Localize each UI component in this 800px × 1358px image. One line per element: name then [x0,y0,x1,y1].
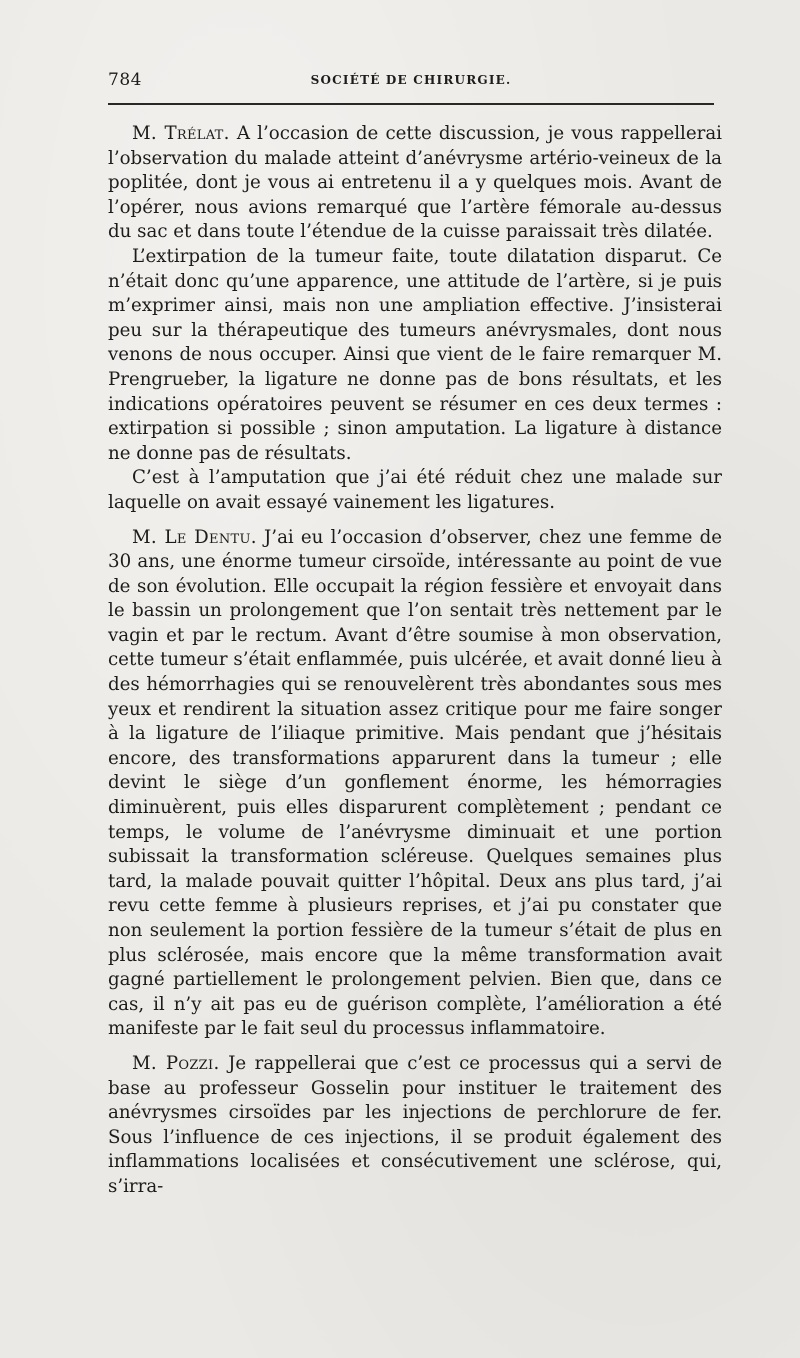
running-head [108,70,714,94]
body-text [108,122,722,1200]
paragraph-text: Je rappellerai que c’est ce processus qui a servi de base au professeur Gosselin pour instituer le traitement des anévrysmes cirsoïdes par les injections de perchlorure de fer. Sous l’influence de ces injections, il se produit également des inflammations localisées et consécutivement une sclérose, qui, s’irra- [108,1052,723,1197]
journal-title: SOCIÉTÉ DE CHIRURGIE. [310,73,512,87]
paragraph-le-dentu [108,526,722,1042]
page-number: 784 [108,70,142,90]
paragraph-text: L’extirpation de la tumeur faite, toute dilatation disparut. Ce n’était donc qu’une apparence, une attitude de l’artère, si je puis m’exprimer ainsi, mais non une ampliation effective. J’insisterai peu sur la thérapeutique des tumeurs anévrysmales, dont nous venons de nous occuper. Ainsi que vient de le faire remarquer M. Prengrueber, la ligature ne donne pas de bons résultats, et les indications opératoires peuvent se résumer en ces deux termes : extirpation si possible ; sinon amputation. La ligature à distance ne donne pas de résultats. [108,245,722,464]
paragraph-text: C’est à l’amputation que j’ai été réduit chez une malade sur laquelle on avait essayé vainement les ligatures. [108,467,722,513]
speaker-name: M. Le Dentu. [132,526,257,548]
header-rule [108,103,714,105]
paragraph-trelat-amputation [108,466,722,515]
paragraph-text: A l’occasion de cette discussion, je vous rappellerai l’observation du malade atteint d’anévrysme artério-veineux de la poplitée, dont je vous ai entretenu il a y quelques mois. Avant de l’opérer, nous avions remarqué que l’artère fémorale au-dessus du sac et dans toute l’étendue de la cuisse paraissait très dilatée. [108,123,722,243]
paragraph-text: J’ai eu l’occasion d’observer, chez une femme de 30 ans, une énorme tumeur cirsoïde, intéressante au point de vue de son évolution. Elle occupait la région fessière et envoyait dans le bassin un prolongement que l’on sentait très nettement par le vagin et par le rectum. Avant d’être soumise à mon observation, cette tumeur s’était enflammée, puis ulcérée, et avait donné lieu à des hémorrhagies qui se renouvelèrent très abondantes sous mes yeux et rendirent la situation assez critique pour me faire songer à la ligature de l’iliaque primitive. Mais pendant que j’hésitais encore, des transformations apparurent dans la tumeur ; elle devint le siège d’un gonflement énorme, les hémorragies diminuèrent, puis elles disparurent complètement ; pendant ce temps, le volume de l’anévrysme diminuait et une portion subissait la transformation scléreuse. Quelques semaines plus tard, la malade pouvait quitter l’hôpital. Deux ans plus tard, j’ai revu cette femme à plusieurs reprises, et j’ai pu constater que non seulement la portion fessière de la tumeur s’était de plus en plus sclérosée, mais encore que la même transformation avait gagné partiellement le prolongement pelvien. Bien que, dans ce cas, il n’y ait pas eu de guérison complète, l’amélioration a été manifeste par le fait seul du processus inflammatoire. [108,526,722,1040]
paragraph-trelat [108,122,722,245]
speaker-name: M. Trélat. [132,123,230,144]
paragraph-pozzi [108,1052,722,1200]
paragraph-trelat-continued [108,245,722,466]
speaker-name: M. Pozzi. [132,1052,220,1074]
